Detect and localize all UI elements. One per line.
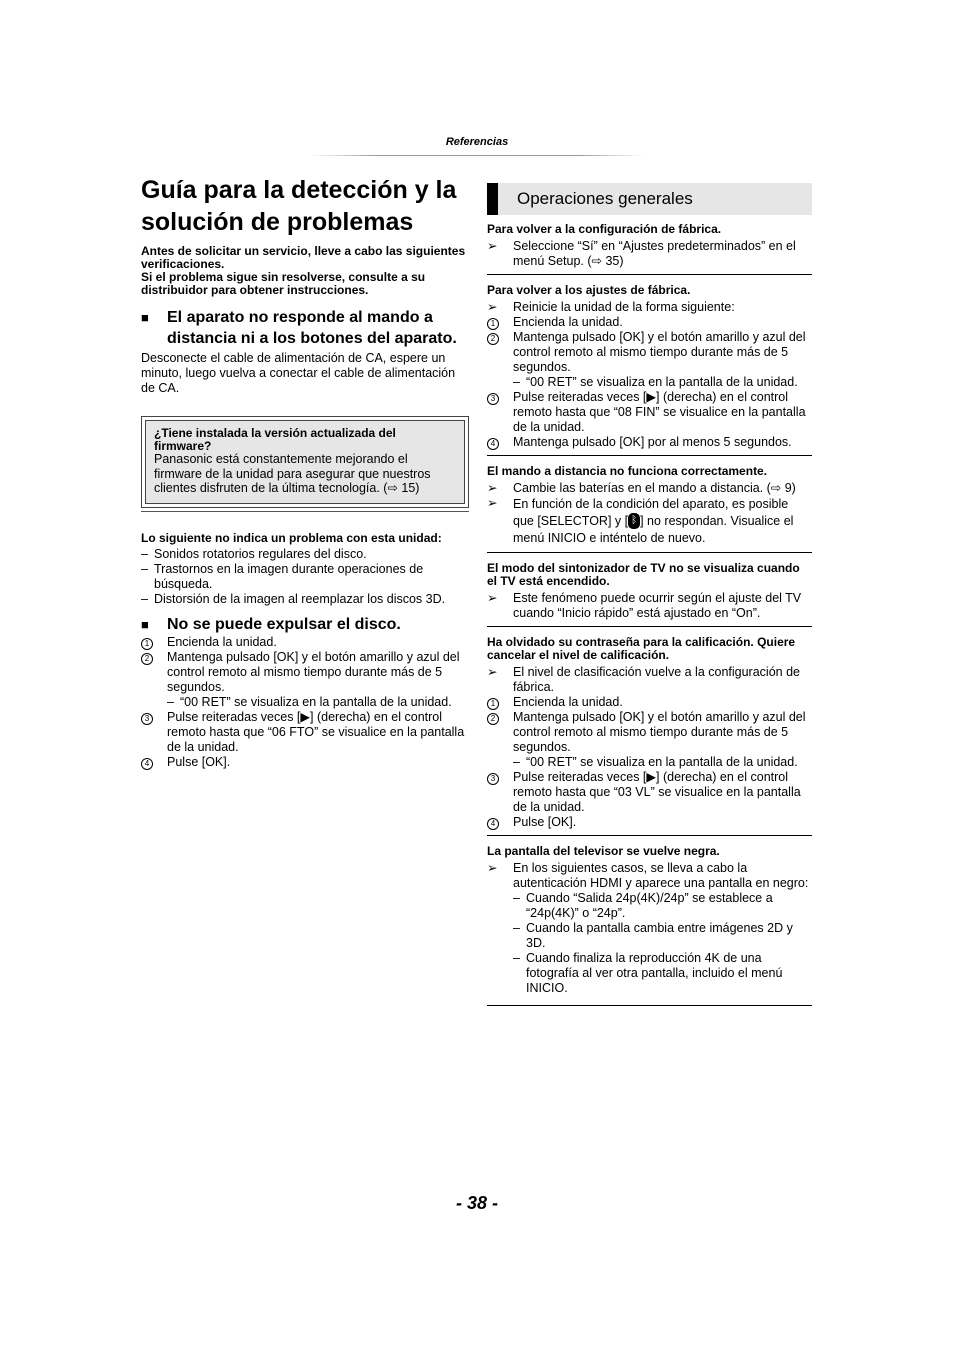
firmware-notice-inner [145, 420, 465, 504]
list-item: ➢ Seleccione “Sí” en “Ajustes predeterminados” en el menú Setup. (⇨ 35) [487, 239, 796, 268]
sub-item: – Cuando “Salida 24p(4K)/24p” se establece a “24p(4K)” o “24p”. [513, 891, 773, 920]
list-item: ➢ En los siguientes casos, se lleva a cabo la autenticación HDMI y aparece una pantalla en negro: [487, 861, 809, 890]
right-column [487, 183, 812, 1006]
firmware-notice-box [141, 416, 469, 508]
step-note: – “00 RET” se visualiza en la pantalla de la unidad. [513, 755, 798, 769]
arrow-bullet-icon: ➢ [487, 591, 498, 605]
step-item: 4 Mantenga pulsado [OK] por al menos 5 segundos. [487, 435, 812, 450]
section-title: Operaciones generales [517, 189, 693, 208]
list-item: ➢ En función de la condición del aparato, es posible que [SELECTOR] y [ ᛒ ] no respondan. Visualice el menú INICIO e inténtelo de nuevo. [487, 496, 794, 545]
list-item: ➢ Cambie las baterías en el mando a distancia. (⇨ 9) [487, 481, 796, 495]
step-number-icon: 3 [487, 393, 499, 405]
list-item: – Distorsión de la imagen al reemplazar los discos 3D. [141, 591, 446, 606]
divider [141, 511, 469, 512]
step-number-icon: 2 [141, 653, 153, 665]
step-number-icon: 3 [141, 713, 153, 725]
step-number-icon: 1 [487, 318, 499, 330]
step-item: 1 Encienda la unidad. [487, 695, 812, 710]
intro-line-1: Antes de solicitar un servicio, lleve a cabo las siguientes verificaciones. [141, 244, 466, 271]
not-problem-list [141, 547, 469, 607]
intro-line-2: Si el problema sigue sin resolverse, consulte a su distribuidor para obtener instrucciones. [141, 270, 426, 297]
sub-item: – Cuando la pantalla cambia entre imágenes 2D y 3D. [513, 921, 793, 950]
list-item: – Sonidos rotatorios regulares del disco. [141, 546, 367, 561]
list-item: ➢ Este fenómeno puede ocurrir según el ajuste del TV cuando “Inicio rápido” está ajustado en “On”. [487, 591, 802, 620]
arrow-bullet-icon: ➢ [487, 300, 498, 314]
section-heading-eject [141, 614, 469, 635]
eject-steps [141, 635, 469, 770]
left-column [141, 174, 469, 770]
faq-heading: El mando a distancia no funciona correctamente. [487, 464, 768, 478]
intro-text [141, 245, 469, 297]
list-item: ➢ El nivel de clasificación vuelve a la configuración de fábrica. [487, 665, 800, 694]
faq-heading: Ha olvidado su contraseña para la calificación. Quiere cancelar el nivel de calificación. [487, 635, 796, 662]
bluetooth-icon: ᛒ [628, 513, 640, 529]
step-number-icon: 1 [141, 638, 153, 650]
page-number: - 38 - [455, 1193, 498, 1213]
faq-block [487, 562, 812, 627]
section-heading-text: El aparato no responde al mando a distancia ni a los botones del aparato. [167, 309, 457, 347]
step-note: – “00 RET” se visualiza en la pantalla de la unidad. [167, 694, 452, 709]
step-number-icon: 3 [487, 773, 499, 785]
step-item: 2 Mantenga pulsado [OK] y el botón amarillo y azul del control remoto al mismo tiempo durante más de 5 segundos. [487, 710, 812, 755]
faq-block [487, 223, 812, 275]
firmware-question: ¿Tiene instalada la versión actualizada del firmware? [154, 426, 396, 453]
firmware-text: Panasonic está constantemente mejorando el firmware de la unidad para asegurar que nuestros clientes disfruten de la última tecnología. (⇨ 15) [154, 452, 431, 495]
section-accent-bar [487, 183, 498, 215]
arrow-bullet-icon: ➢ [487, 665, 498, 679]
step-item: 3 Pulse reiteradas veces [▶] (derecha) en el control remoto hasta que “06 FTO” se visualice en la pantalla de la unidad. [141, 710, 469, 755]
arrow-bullet-icon: ➢ [487, 481, 498, 495]
step-item: 1 Encienda la unidad. [487, 315, 812, 330]
step-number-icon: 4 [487, 438, 499, 450]
arrow-bullet-icon: ➢ [487, 239, 498, 253]
step-item: 2 Mantenga pulsado [OK] y el botón amarillo y azul del control remoto al mismo tiempo durante más de 5 segundos. [487, 330, 812, 375]
sub-item: – Cuando finaliza la reproducción 4K de una fotografía al ver otra pantalla, incluido el menú INICIO. [513, 951, 783, 995]
square-bullet-icon: ■ [141, 310, 149, 325]
not-problem-heading: Lo siguiente no indica un problema con esta unidad: [141, 530, 442, 545]
step-item: 2 Mantenga pulsado [OK] y el botón amarillo y azul del control remoto al mismo tiempo durante más de 5 segundos. [141, 650, 469, 695]
list-item: – Trastornos en la imagen durante operaciones de búsqueda. [141, 561, 424, 591]
faq-heading: Para volver a la configuración de fábrica. [487, 222, 722, 236]
step-item: 4 Pulse [OK]. [487, 815, 812, 830]
faq-block [487, 284, 812, 456]
step-item: 4 Pulse [OK]. [141, 755, 469, 770]
faq-block [487, 636, 812, 836]
header-rule [310, 155, 644, 156]
page-header: Referencias [445, 136, 509, 148]
step-number-icon: 1 [487, 698, 499, 710]
section-header-bar [487, 183, 812, 215]
step-number-icon: 2 [487, 333, 499, 345]
page-title: Guía para la detección y la solución de problemas [141, 176, 457, 236]
step-number-icon: 4 [141, 758, 153, 770]
step-note: – “00 RET” se visualiza en la pantalla de la unidad. [513, 375, 798, 389]
faq-heading: La pantalla del televisor se vuelve negra. [487, 844, 720, 858]
step-number-icon: 2 [487, 713, 499, 725]
faq-block [487, 465, 812, 553]
section-heading-text: No se puede expulsar el disco. [167, 615, 401, 633]
section-heading-remote [141, 307, 469, 349]
step-item: 3 Pulse reiteradas veces [▶] (derecha) en el control remoto hasta que “03 VL” se visualice en la pantalla de la unidad. [487, 770, 812, 815]
faq-heading: El modo del sintonizador de TV no se visualiza cuando el TV está encendido. [487, 561, 800, 588]
step-item: 3 Pulse reiteradas veces [▶] (derecha) en el control remoto hasta que “08 FIN” se visualice en la pantalla de la unidad. [487, 390, 812, 435]
arrow-bullet-icon: ➢ [487, 496, 498, 510]
faq-heading: Para volver a los ajustes de fábrica. [487, 283, 691, 297]
list-item: ➢ Reinicie la unidad de la forma siguiente: [487, 300, 735, 314]
section-paragraph: Desconecte el cable de alimentación de CA, espere un minuto, luego vuelva a conectar el cable de alimentación de CA. [141, 351, 456, 395]
faq-block [487, 845, 812, 1006]
step-item: 1 Encienda la unidad. [141, 635, 469, 650]
arrow-bullet-icon: ➢ [487, 861, 498, 875]
square-bullet-icon: ■ [141, 616, 149, 632]
step-number-icon: 4 [487, 818, 499, 830]
